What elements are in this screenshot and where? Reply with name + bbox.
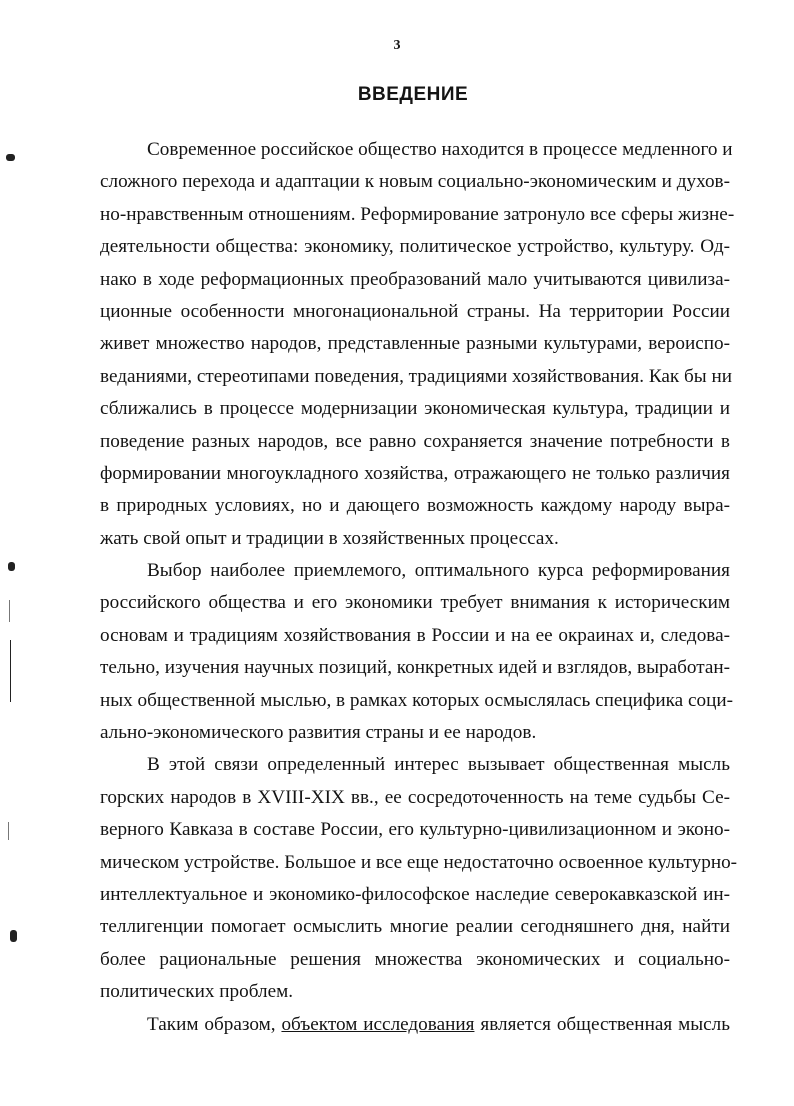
paragraph-1-line: но-нравственным отношениям. Реформирование затронуло все сферы жизне- xyxy=(100,203,735,225)
paragraph-4-text-before: Таким образом, xyxy=(147,1013,282,1035)
paragraph-2-line: российского общества и его экономики требует внимания к историческим xyxy=(100,592,730,614)
paragraph-1-line: ционные особенности многонациональной страны. На территории России xyxy=(100,300,730,322)
paragraph-3-line: более рациональные решения множества экономических и социально- xyxy=(100,948,730,970)
paragraph-3-line: В этой связи определенный интерес вызывает общественная мысль xyxy=(147,754,730,776)
paragraph-1-line: в природных условиях, но и дающего возможность каждому народу выра- xyxy=(100,495,730,517)
research-object-term: объектом исследования xyxy=(281,1013,475,1035)
paragraph-3-line: горских народов в XVIII-XIX вв., ее сосредоточенность на теме судьбы Се- xyxy=(100,786,730,808)
paragraph-2-line: ных общественной мыслью, в рамках которых осмыслялась специфика соци- xyxy=(100,689,733,711)
scan-line xyxy=(10,640,11,702)
paragraph-2-line: ально-экономического развития страны и ее народов. xyxy=(100,722,537,744)
scan-line xyxy=(9,600,10,622)
paragraph-1-line: сближались в процессе модернизации экономическая культура, традиции и xyxy=(100,398,730,420)
scan-speck xyxy=(6,154,15,161)
paragraph-2-line: тельно, изучения научных позиций, конкретных идей и взглядов, выработан- xyxy=(100,657,730,679)
paragraph-1-line: поведение разных народов, все равно сохраняется значение потребности в xyxy=(100,430,730,452)
paragraph-1-line: веданиями, стереотипами поведения, традициями хозяйствования. Как бы ни xyxy=(100,365,733,387)
paragraph-3-line: мическом устройстве. Большое и все еще недостаточно освоенное культурно- xyxy=(100,851,738,873)
page-title: ВВЕДЕНИЕ xyxy=(357,84,469,105)
paragraph-3-line: теллигенции помогает осмыслить многие реалии сегодняшнего дня, найти xyxy=(100,916,730,938)
paragraph-1-line: жать свой опыт и традиции в хозяйственных процессах. xyxy=(100,527,559,549)
scan-line xyxy=(8,822,9,840)
paragraph-2-line: Выбор наиболее приемлемого, оптимального курса реформирования xyxy=(147,560,730,582)
document-body xyxy=(100,134,738,1041)
paragraph-3-line: политических проблем. xyxy=(100,981,294,1003)
paragraph-1-line: деятельности общества: экономику, политическое устройство, культуру. Од- xyxy=(100,236,730,258)
scan-speck xyxy=(10,930,17,942)
paragraph-1-line: Современное российское общество находится в процессе медленного и xyxy=(147,139,733,160)
paragraph-4-line xyxy=(100,1009,730,1041)
page-number: 3 xyxy=(393,38,401,53)
paragraph-3-line: интеллектуальное и экономико-философское наследие северокавказской ин- xyxy=(100,883,730,905)
paragraph-1-line: живет множество народов, представленные разными культурами, вероиспо- xyxy=(100,333,730,355)
paragraph-1-line: нако в ходе реформационных преобразований мало учитываются цивилиза- xyxy=(100,268,730,290)
paragraph-3-line: верного Кавказа в составе России, его культурно-цивилизационном и эконо- xyxy=(100,819,730,841)
scan-speck xyxy=(8,562,15,571)
paragraph-1-line: сложного перехода и адаптации к новым социально-экономическим и духов- xyxy=(100,171,730,193)
paragraph-1-line: формировании многоукладного хозяйства, отражающего не только различия xyxy=(100,462,730,484)
paragraph-2-line: основам и традициям хозяйствования в России и на ее окраинах и, следова- xyxy=(100,624,730,646)
paragraph-4-text-after: является общественная мысль xyxy=(474,1013,730,1035)
